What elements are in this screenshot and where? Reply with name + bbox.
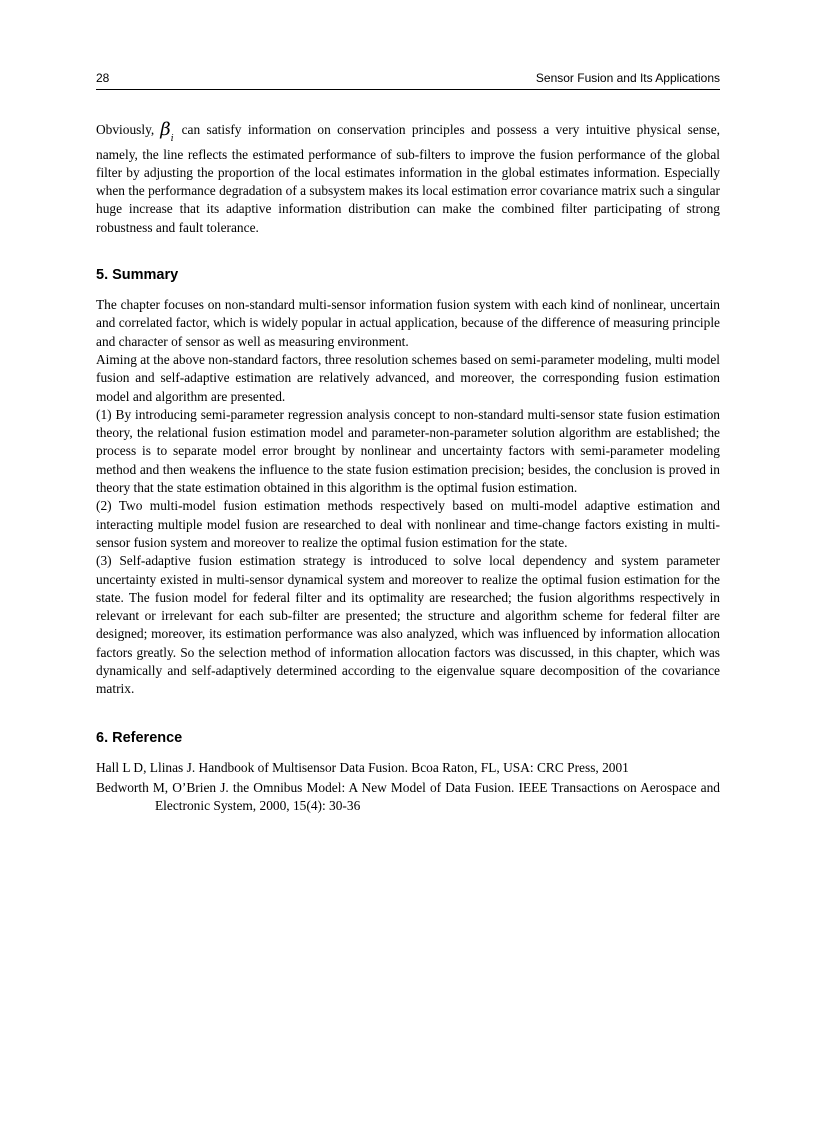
- reference-item-1: Hall L D, Llinas J. Handbook of Multisensor Data Fusion. Bcoa Raton, FL, USA: CRC Press, 2001: [96, 759, 629, 775]
- intro-text: can satisfy information on conservation principles and possess a very intuitive physical sense, namely, the line reflects the estimated performance of sub-filters to improve the fusion performance of the global filter by adjusting the proportion of the local estimates information in the global estimates information. Especially when the performance degradation of a subsystem makes its local estimation error covariance matrix such a singular huge increase that its adaptive information distribution can make the combined filter participating of strong robustness and fault tolerance.: [96, 122, 720, 235]
- summary-paragraph-1: The chapter focuses on non-standard multi-sensor information fusion system with each kind of nonlinear, uncertain and correlated factor, which is widely popular in actual application, because of the difference of measuring principle and character of sensor as well as measuring environment.: [96, 297, 720, 349]
- reference-item-2: Bedworth M, O’Brien J. the Omnibus Model: A New Model of Data Fusion. IEEE Transactions on Aerospace and Electronic System, 2000, 15(4): 30-36: [96, 779, 720, 814]
- summary-paragraph-5: (3) Self-adaptive fusion estimation strategy is introduced to solve local dependency and system parameter uncertainty existed in multi-sensor dynamical system and moreover to realize the optimal fusion estimation for the state. The fusion model for federal filter and its optimality are researched; the fusion algorithms respectively in relevant or irrelevant for each sub-filter are presented; the structure and algorithm scheme for federal filter are designed; moreover, its estimation performance was also analyzed, which was influenced by information allocation factors greatly. So the selection method of information allocation factors was discussed, in this chapter, which was dynamically and self-adaptively determined according to the eigenvalue square decomposition of the covariance matrix.: [96, 553, 720, 697]
- summary-paragraph-3: (1) By introducing semi-parameter regression analysis concept to non-standard multi-sensor state fusion estimation theory, the relational fusion estimation model and parameter-non-parameter solution algorithm are established; the process is to separate model error brought by nonlinear and uncertainty factors with semi-parameter modeling method and then weakens the influence to the state fusion estimation precision; besides, the conclusion is proved in theory that the state estimation obtained in this algorithm is the optimal fusion estimation.: [96, 406, 720, 496]
- summary-paragraph-4: (2) Two multi-model fusion estimation methods respectively based on multi-model adaptive estimation and interacting multiple model fusion are researched to deal with nonlinear and time-change factors existing in multi-sensor fusion system and moreover to realize the optimal fusion estimation for the state.: [96, 498, 720, 550]
- reference-heading: 6. Reference: [96, 729, 183, 746]
- beta-subscript: i: [170, 133, 174, 144]
- page-number: 28: [96, 71, 110, 85]
- intro-paragraph: [96, 120, 720, 237]
- beta-symbol: [160, 121, 173, 147]
- book-title: Sensor Fusion and Its Applications: [535, 71, 720, 85]
- page-body: [96, 120, 720, 818]
- intro-lead-word: Obviously,: [96, 122, 155, 137]
- summary-heading: 5. Summary: [96, 267, 179, 284]
- beta-symbol-glyph: β: [160, 119, 171, 140]
- running-header: [96, 71, 720, 90]
- summary-paragraph-2: Aiming at the above non-standard factors, three resolution schemes based on semi-parameter modeling, multi model fusion and self-adaptive estimation are relatively advanced, and moreover, the corresponding fusion estimation model and algorithm are presented.: [96, 351, 720, 404]
